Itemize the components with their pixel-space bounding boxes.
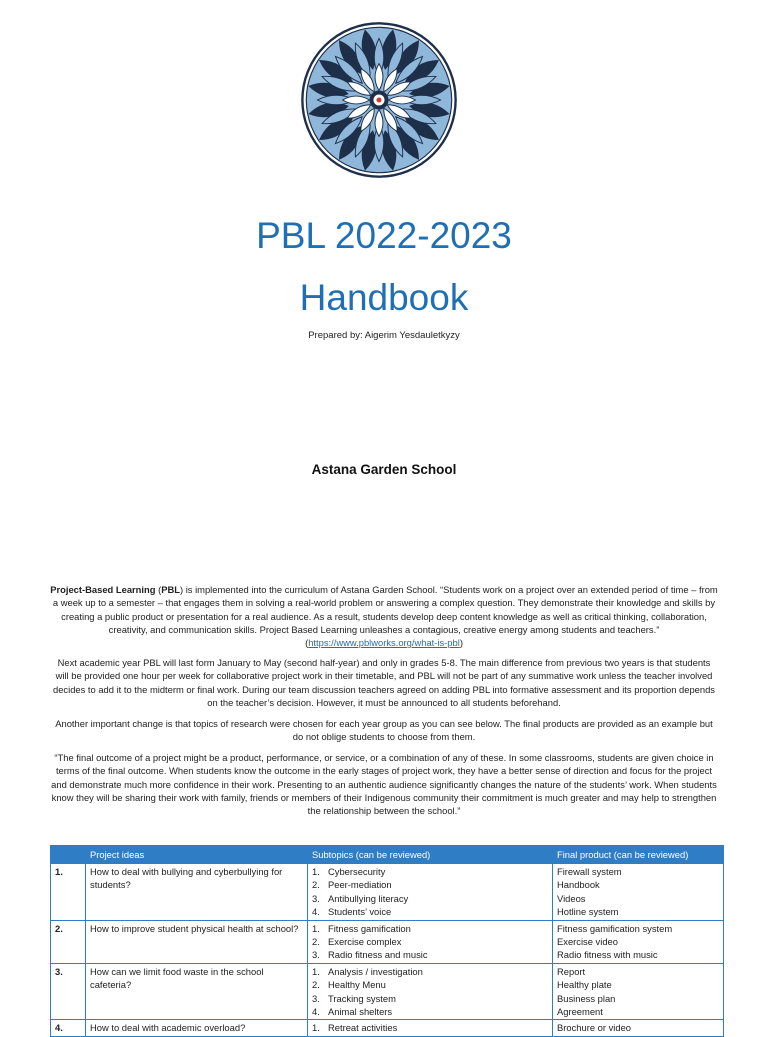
project-table: [50, 845, 724, 1037]
final-products-cell: [553, 963, 724, 1020]
pbl-abbreviation: PBL: [161, 584, 180, 595]
table-row: [51, 864, 724, 921]
final-product-item: Report: [557, 965, 586, 977]
subtopic-item: [312, 1021, 548, 1034]
document-title-line1: PBL 2022-2023: [256, 215, 512, 256]
subtopic-text: Antibullying literacy: [328, 892, 409, 904]
header-project-ideas: Project ideas: [86, 846, 308, 864]
table-row: [51, 1020, 724, 1036]
pblworks-link[interactable]: https://www.pblworks.org/what-is-pbl: [308, 637, 460, 649]
intro-paragraph-3: Another important change is that topics of research were chosen for each year group as you can see below. The final products are provided as an example but do not oblige students to choose from them.: [55, 718, 713, 743]
row-number: 2.: [51, 920, 86, 963]
subtopic-number: 1.: [312, 1022, 320, 1034]
subtopic-item: [312, 965, 548, 978]
subtopic-text: Retreat activities: [328, 1022, 398, 1034]
header-subtopics: Subtopics (can be reviewed): [308, 846, 553, 864]
project-idea: How to deal with academic overload?: [86, 1020, 308, 1036]
final-products-cell: [553, 1020, 724, 1036]
subtopics-cell: [308, 963, 553, 1020]
subtopic-item: [312, 978, 548, 991]
school-logo: [300, 21, 458, 179]
intro-paragraph-2: Next academic year PBL will last form January to May (second half-year) and only in grades 5-8. The main difference from previous two years is that students will be provided one hour per week for collaborative project work in their timetable, and PBL will not be part of any summative work unless the teacher involved decides to add it to the midterm or final work. During our team discussion teachers agreed on adding PBL into formative assessment and its proportion depends on the teacher’s decision. However, it must be announced to all students beforehand.: [53, 657, 715, 708]
subtopics-cell: [308, 1020, 553, 1036]
table-row: [51, 920, 724, 963]
subtopic-text: Radio fitness and music: [328, 949, 428, 961]
subtopic-number: 3.: [312, 892, 320, 904]
subtopic-item: [312, 878, 548, 891]
logo-center-dot: [376, 97, 381, 102]
project-idea: How to deal with bullying and cyberbullying for students?: [86, 864, 308, 921]
subtopic-item: [312, 865, 548, 878]
subtopic-item: [312, 1005, 548, 1018]
subtopic-number: 1.: [312, 866, 320, 877]
subtopics-cell: [308, 920, 553, 963]
pbl-term: Project-Based Learning: [50, 584, 156, 595]
subtopic-text: Tracking system: [328, 992, 396, 1004]
final-product-item: Fitness gamification system: [557, 922, 673, 934]
final-product-item: Hotline system: [557, 906, 619, 918]
table-body: [51, 864, 724, 1037]
final-product-item: Handbook: [557, 879, 600, 891]
subtopic-item: [312, 935, 548, 948]
subtopic-number: 2.: [312, 936, 320, 948]
final-product-item: Brochure or video: [557, 1022, 631, 1034]
final-product-item: Videos: [557, 892, 586, 904]
row-number: 3.: [51, 963, 86, 1020]
final-product-item: Agreement: [557, 1006, 603, 1018]
subtopic-item: [312, 948, 548, 961]
subtopic-text: Healthy Menu: [328, 979, 386, 991]
row-number: 1.: [51, 864, 86, 921]
prepared-by: Prepared by: Aigerim Yesdauletkyzy: [308, 330, 460, 341]
final-product-item: Exercise video: [557, 936, 618, 948]
table-row: [51, 963, 724, 1020]
subtopic-item: [312, 892, 548, 905]
subtopic-number: 4.: [312, 906, 320, 918]
subtopic-text: Analysis / investigation: [328, 965, 423, 977]
table-header-row: [51, 846, 724, 864]
final-product-item: Business plan: [557, 992, 616, 1004]
final-products-cell: [553, 864, 724, 921]
subtopic-number: 3.: [312, 992, 320, 1004]
row-number: 4.: [51, 1020, 86, 1036]
school-name: Astana Garden School: [311, 462, 457, 477]
header-number: [51, 846, 86, 864]
header-final-product: Final product (can be reviewed): [553, 846, 724, 864]
subtopic-item: [312, 992, 548, 1005]
project-idea: How to improve student physical health at school?: [86, 920, 308, 963]
final-product-item: Healthy plate: [557, 979, 612, 991]
subtopics-cell: [308, 864, 553, 921]
subtopic-number: 3.: [312, 949, 320, 961]
subtopic-number: 1.: [312, 922, 320, 934]
subtopic-text: Exercise complex: [328, 936, 402, 948]
final-product-item: Radio fitness with music: [557, 949, 658, 961]
intro-paragraph-4: “The final outcome of a project might be a product, performance, or service, or a combination of any of these. In some classrooms, students are given choice in terms of the final outcome. When students know the outcome in the early stages of project work, they have a better sense of direction and focus for the project and demonstrate much more confidence in their work. Presenting to an authentic audience significantly changes the nature of the students’ work. When students know they will be sharing their work with family, friends or members of their Indigenous community their commitment is much greater and may help to strengthen the relationship between the school.”: [51, 752, 717, 817]
subtopic-text: Fitness gamification: [328, 922, 411, 934]
subtopic-text: Animal shelters: [328, 1006, 393, 1018]
subtopic-number: 1.: [312, 965, 320, 977]
subtopic-number: 4.: [312, 1006, 320, 1018]
subtopic-item: [312, 905, 548, 918]
subtopic-text: Peer-mediation: [328, 879, 392, 891]
final-product-item: Firewall system: [557, 866, 622, 877]
subtopic-text: Cybersecurity: [328, 866, 386, 877]
intro-paragraph-1: Project-Based Learning (PBL) is implemented into the curriculum of Astana Garden School. “Students work on a project over an extended period of time – from a week up to a semester – that engages them in solving a real-world problem or answering a complex question. They demonstrate their knowledge and skills by creating a public product or presentation for a real audience. As a result, students develop deep content knowledge as well as critical thinking, collaboration, creativity, and communication skills. Project Based Learning unleashes a contagious, creative energy among students and teachers.” (https://www.pblworks.org/what-is-pbl): [50, 584, 718, 649]
final-products-cell: [553, 920, 724, 963]
subtopic-item: [312, 922, 548, 935]
subtopic-text: Students’ voice: [328, 906, 392, 918]
document-title-line2: Handbook: [299, 277, 469, 318]
subtopic-number: 2.: [312, 979, 320, 991]
project-idea: How can we limit food waste in the school cafeteria?: [86, 963, 308, 1020]
subtopic-number: 2.: [312, 879, 320, 891]
